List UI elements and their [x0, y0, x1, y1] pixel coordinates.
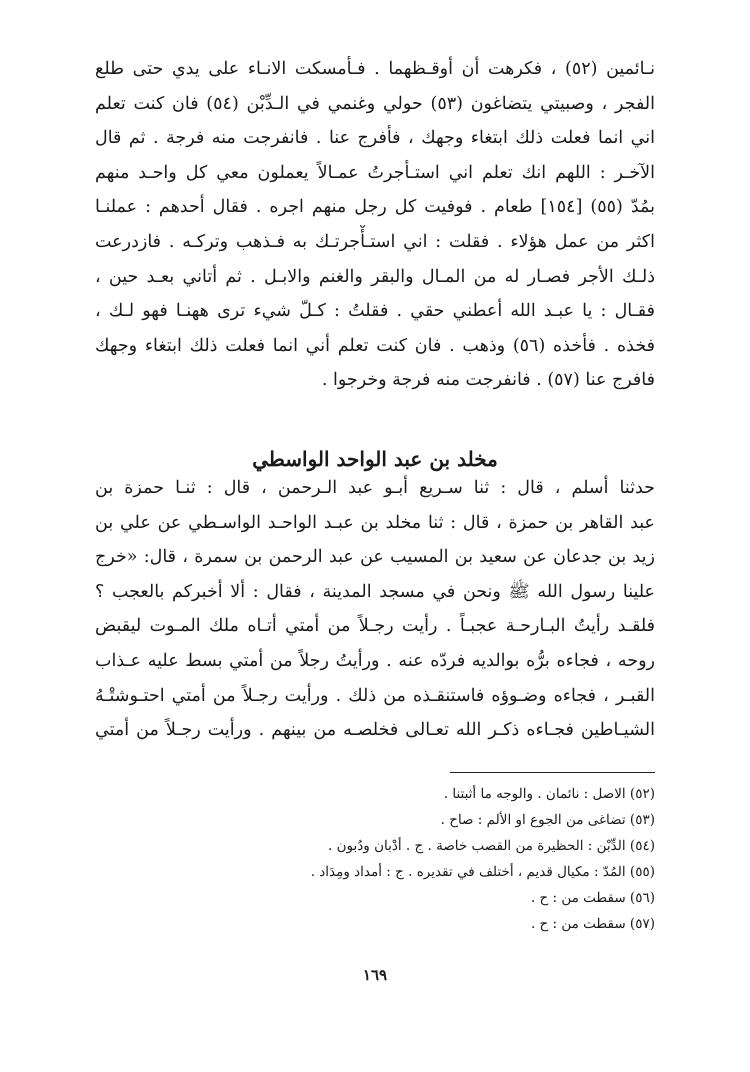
text-line: زيد بن جدعان عن سعيد بن المسيب عن عبد الرحمن بن سمرة ، قال: «خرج	[95, 547, 655, 568]
text-line: فلقـد رأيتُ البـارحـة عجبـاً . رأيت رجـلاً من أمتي أتـاه ملك المـوت ليقبض	[95, 616, 655, 637]
text-line: الآخـر : اللهم انك تعلم اني استـأجرتُ عمـالاً يعملون معي كل واحـد منهم	[95, 162, 655, 183]
bottom-paragraph	[95, 471, 655, 748]
footnote: (٥٦) سقطت من : ح .	[530, 890, 655, 906]
footnote: (٥٥) المُدّ : مكيال قديم ، أختلف في تقديره . ج : أمداد ومِدَاد .	[310, 864, 655, 880]
text-line: فقـال : يا عبـد الله أعطني حقي . فقلتُ : كـلّ شيء ترى ههنـا فهو لـك ،	[95, 301, 655, 322]
top-paragraph	[95, 52, 655, 398]
text-line: فافرج عنا (٥٧) . فانفرجت منه فرجة وخرجوا .	[321, 370, 655, 391]
text-line: نـائمين (٥٢) ، فكرهت أن أوقـظهما . فـأمسكت الانـاء على يدي حتى طلع	[95, 59, 655, 79]
text-line: علينا رسول الله ﷺ ونحن في مسجد المدينة ، فقال : ألا أخبركم بالعجب ؟	[95, 581, 655, 602]
section-title: مخلد بن عبد الواحد الواسطي	[252, 447, 498, 471]
text-line: فخذه . فأخذه (٥٦) وذهب . فان كنت تعلم أني انما فعلت ذلك ابتغاء وجهك	[95, 335, 655, 356]
text-line: اني انما فعلت ذلك ابتغاء وجهك ، فأفرج عنا . فانفرجت منه فرجة . ثم قال	[95, 128, 655, 149]
footnote: (٥٣) تضاغى من الجوع او الألم : صاح .	[440, 812, 655, 828]
text-line: القبـر ، فجاءه وضـوؤه فاستنقـذه من ذلك . ورأيت رجـلاً من أمتي احتـوشتْـهُ	[95, 685, 655, 706]
text-line: الفجر ، وصبيتي يتضاغون (٥٣) حولي وغنمي في الـدِّبْن (٥٤) فان كنت تعلم	[95, 93, 655, 114]
footnote: (٥٧) سقطت من : ح .	[530, 916, 655, 932]
footnote-divider	[450, 772, 655, 773]
text-line: روحه ، فجاءه برُّه بوالديه فردّه عنه . ورأيتُ رجلاً من أمتي بسط عليه عـذاب	[95, 650, 655, 671]
footnote: (٥٤) الدِّبْن : الحظيرة من القصب خاصة . ج . أدْبان ودُبون .	[328, 838, 655, 854]
page-number: ١٦٩	[362, 966, 388, 984]
text-line: الشيـاطين فجـاءه ذكـر الله تعـالى فخلصـه من بينهم . ورأيت رجـلاً من أمتي	[95, 720, 655, 741]
footnotes	[235, 781, 655, 937]
text-line: اكثر من عمل هؤلاء . فقلت : اني استـأْجرتـك به فـذهب وتركـه . فازدرعت	[95, 231, 655, 252]
text-line: حدثنا أسلم ، قال : ثنا سـريع أبـو عبد الـرحمن ، قال : ثنـا حمزة بن	[95, 478, 655, 498]
text-line: ذلـك الأجر فصـار له من المـال والبقر والغنم والابـل . ثم أتاني بعـد حين ،	[95, 266, 655, 287]
text-line: بمُدّ (٥٥) [١٥٤] طعام . فوفيت كل رجل منهم اجره . فقال أحدهم : عملنـا	[95, 197, 655, 218]
footnote: (٥٢) الاصل : نائمان . والوجه ما أثبتنا .	[443, 786, 655, 802]
text-line: عبد القاهر بن حمزة ، قال : ثنا مخلد بن عبـد الواحـد الواسـطي عن علي بن	[95, 512, 655, 533]
